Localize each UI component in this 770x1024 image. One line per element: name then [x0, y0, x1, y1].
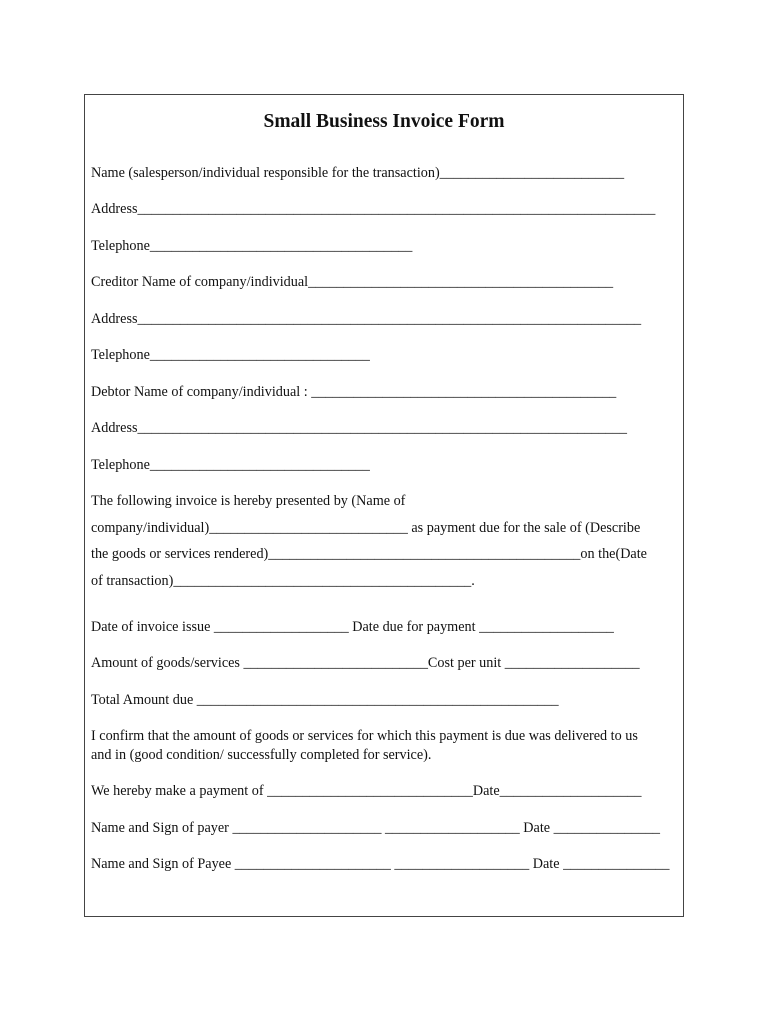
confirmation-line-2: and in (good condition/ successfully completed for service). — [91, 747, 432, 763]
payee-signature-line: Name and Sign of Payee ______________________ ___________________ Date _______________ — [91, 856, 670, 872]
invoice-statement-line-1: The following invoice is hereby presented by (Name of — [91, 493, 406, 509]
creditor-telephone-line: Telephone_______________________________ — [91, 347, 370, 363]
salesperson-telephone-line: Telephone_____________________________________ — [91, 238, 413, 254]
invoice-statement-line-4: of transaction)__________________________________________. — [91, 573, 475, 589]
total-amount-line: Total Amount due ___________________________________________________ — [91, 692, 559, 708]
creditor-name-line: Creditor Name of company/individual___________________________________________ — [91, 274, 614, 290]
invoice-dates-line: Date of invoice issue ___________________ Date due for payment ___________________ — [91, 619, 614, 635]
form-title: Small Business Invoice Form — [263, 111, 505, 132]
debtor-address-line: Address_____________________________________________________________________ — [91, 420, 627, 436]
salesperson-name-line: Name (salesperson/individual responsible for the transaction)__________________________ — [91, 165, 625, 181]
amount-cost-line: Amount of goods/services __________________________Cost per unit ___________________ — [91, 655, 640, 671]
salesperson-address-line: Address_________________________________________________________________________ — [91, 201, 656, 217]
invoice-statement-line-2: company/individual)____________________________ as payment due for the sale of (Describe — [91, 520, 641, 536]
debtor-name-line: Debtor Name of company/individual : ___________________________________________ — [91, 384, 617, 400]
payment-line: We hereby make a payment of _____________________________Date____________________ — [91, 783, 642, 799]
confirmation-line-1: I confirm that the amount of goods or services for which this payment is due was delivered to us — [91, 728, 638, 744]
debtor-telephone-line: Telephone_______________________________ — [91, 457, 370, 473]
creditor-address-line: Address_______________________________________________________________________ — [91, 311, 642, 327]
invoice-statement-line-3: the goods or services rendered)____________________________________________on the(Date — [91, 546, 647, 562]
payer-signature-line: Name and Sign of payer _____________________ ___________________ Date _______________ — [91, 820, 661, 836]
